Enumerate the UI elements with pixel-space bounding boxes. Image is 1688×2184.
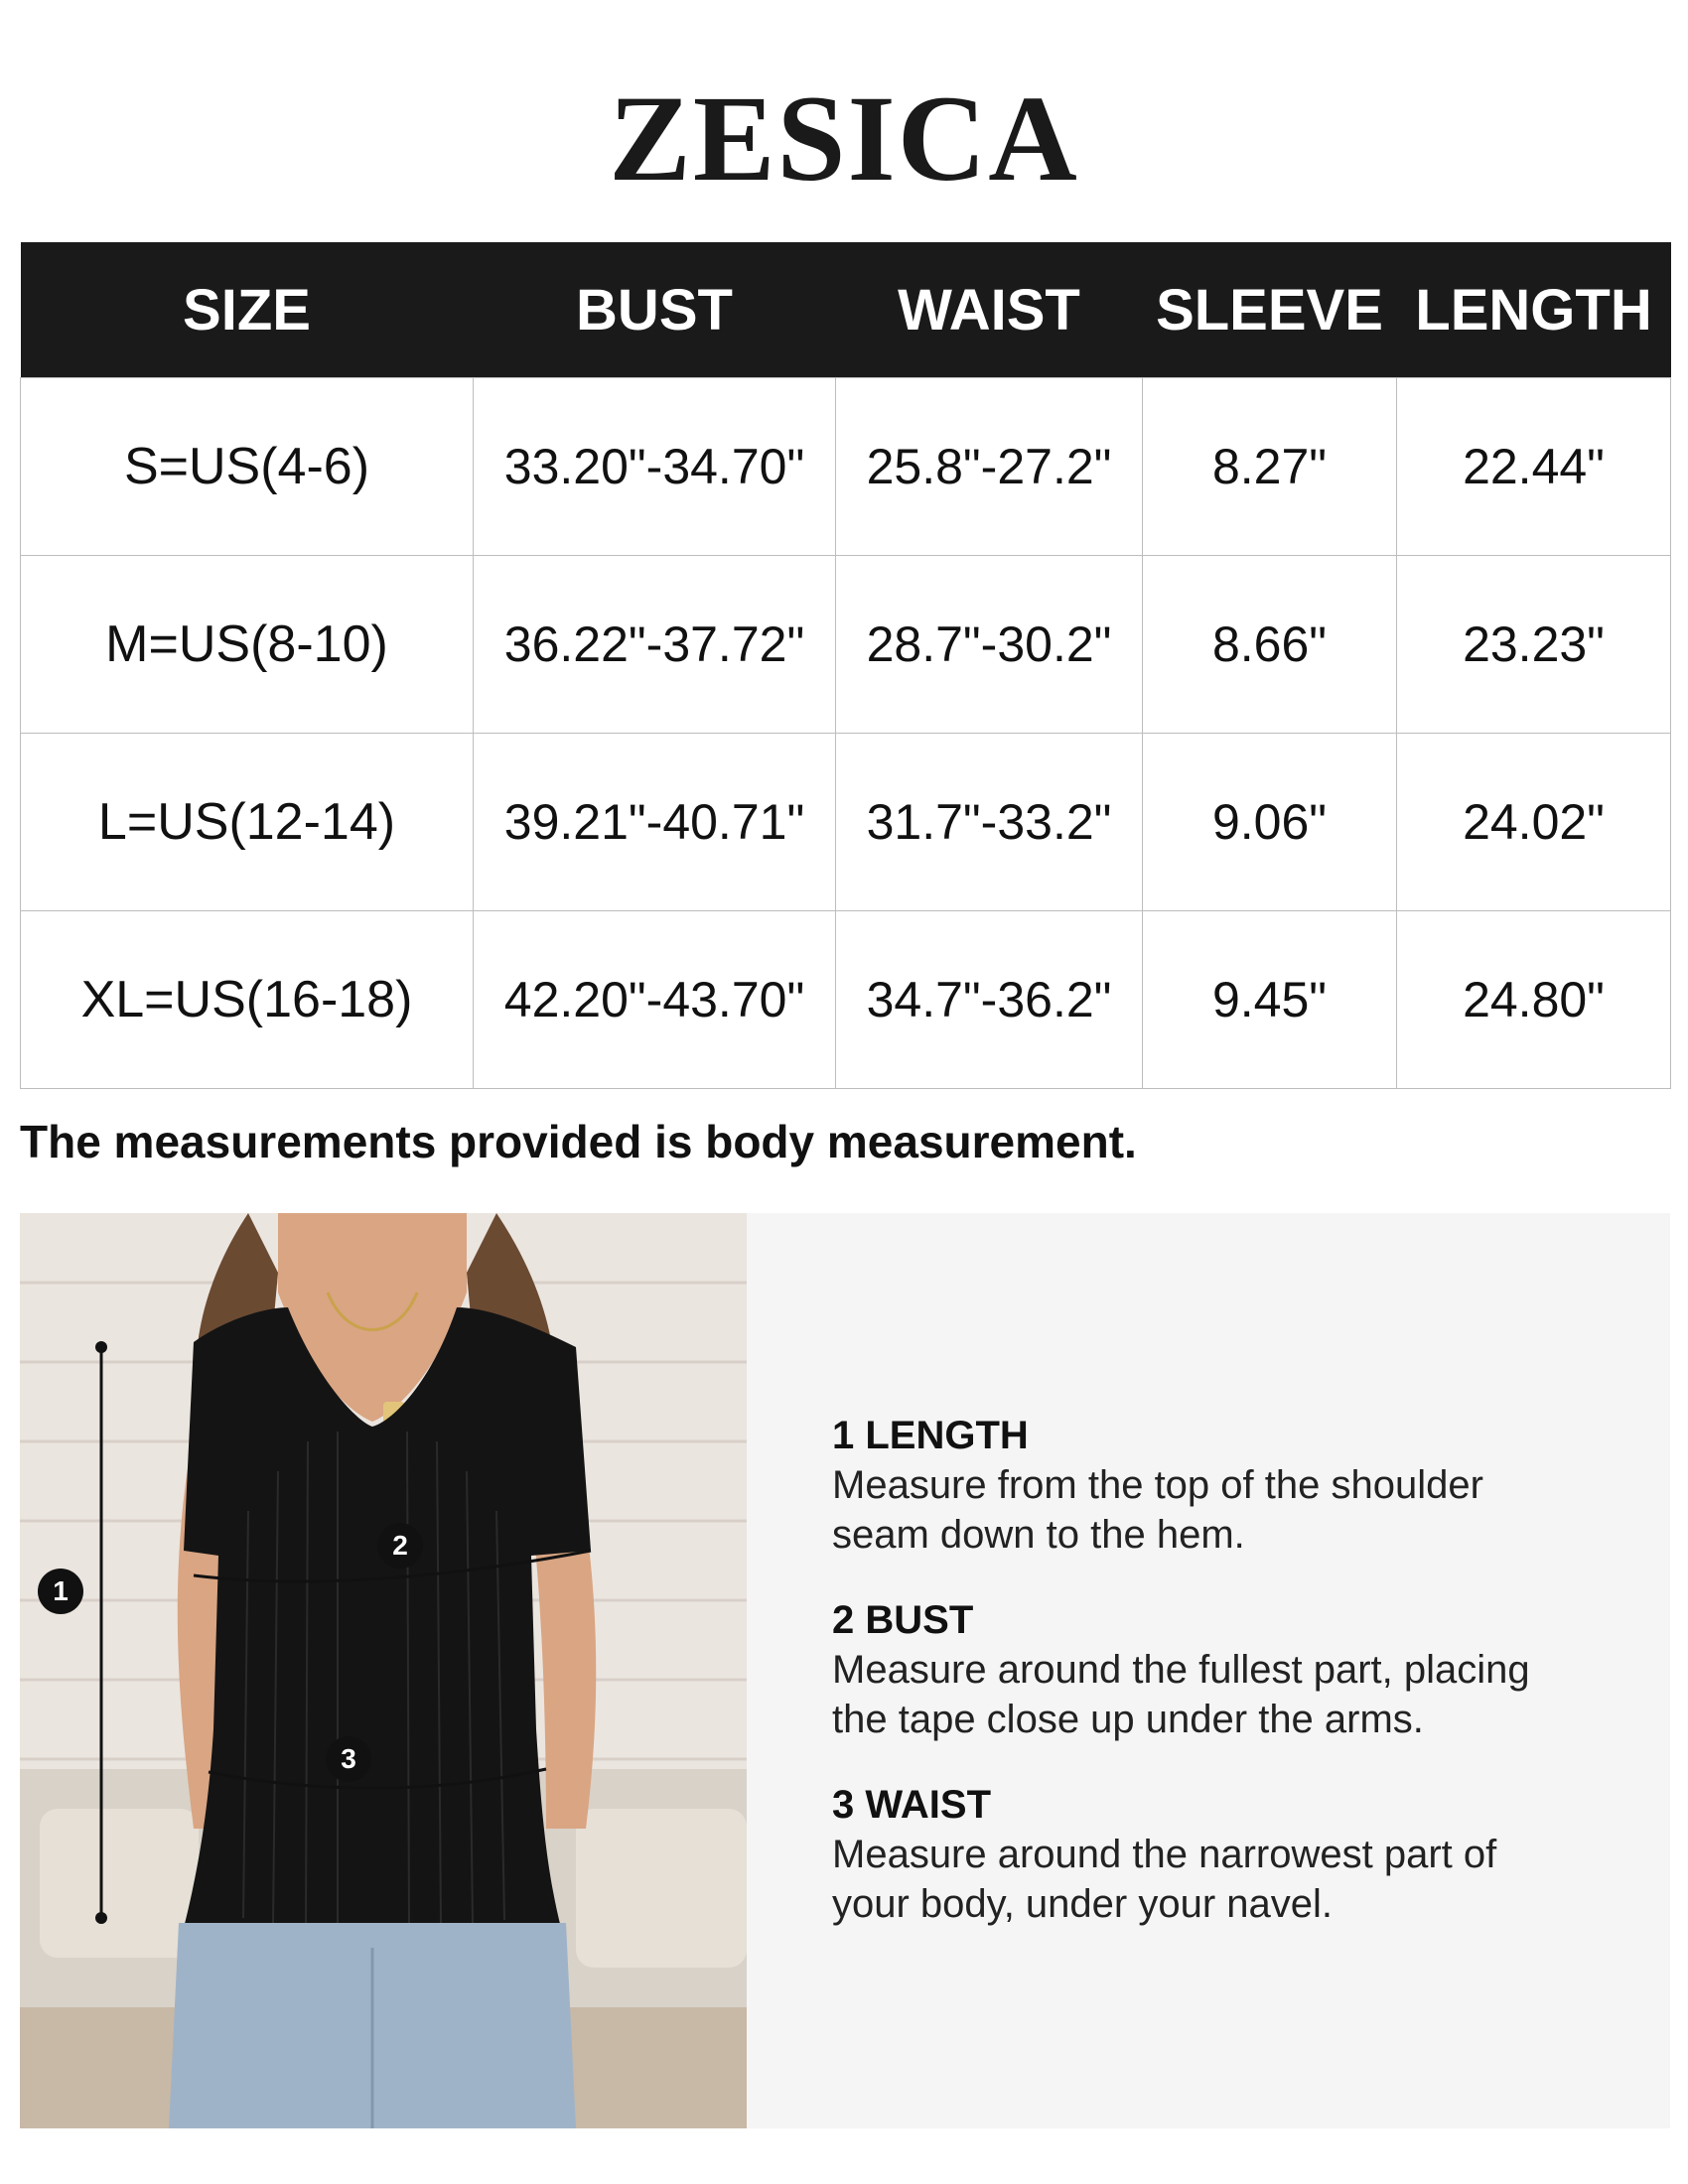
size-cell: L=US(12-14) [21, 734, 474, 911]
model-photo [20, 1213, 747, 2128]
length-marker: 1 [38, 1569, 83, 1614]
size-cell: XL=US(16-18) [21, 911, 474, 1089]
instruction-title: 2 BUST [832, 1598, 974, 1642]
length-cell: 22.44" [1397, 378, 1671, 556]
waist-marker: 3 [326, 1736, 371, 1782]
instruction-text-line: seam down to the hem. [832, 1513, 1245, 1557]
length-cell: 24.02" [1397, 734, 1671, 911]
bust-cell: 42.20"-43.70" [474, 911, 836, 1089]
size-cell: M=US(8-10) [21, 556, 474, 734]
header-sleeve: SLEEVE [1143, 242, 1397, 378]
waist-cell: 34.7"-36.2" [836, 911, 1143, 1089]
instruction-bust [832, 1596, 1646, 1743]
instruction-text-line: the tape close up under the arms. [832, 1698, 1424, 1741]
bust-cell: 33.20"-34.70" [474, 378, 836, 556]
header-size: SIZE [21, 242, 474, 378]
length-cell: 23.23" [1397, 556, 1671, 734]
table-row [21, 911, 1671, 1089]
sleeve-cell: 8.66" [1143, 556, 1397, 734]
sleeve-cell: 9.45" [1143, 911, 1397, 1089]
instruction-title: 3 WAIST [832, 1783, 992, 1827]
table-row [21, 556, 1671, 734]
bust-marker: 2 [377, 1523, 423, 1569]
waist-cell: 25.8"-27.2" [836, 378, 1143, 556]
measurement-instructions [747, 1213, 1670, 2128]
instruction-text-line: Measure around the fullest part, placing [832, 1648, 1530, 1692]
instruction-text-line: Measure around the narrowest part of [832, 1833, 1497, 1876]
instruction-length [832, 1412, 1646, 1559]
header-bust: BUST [474, 242, 836, 378]
table-header-row [21, 242, 1671, 378]
sleeve-cell: 8.27" [1143, 378, 1397, 556]
brand-logo: ZESICA [609, 70, 1079, 206]
waist-cell: 31.7"-33.2" [836, 734, 1143, 911]
size-cell: S=US(4-6) [21, 378, 474, 556]
sleeve-cell: 9.06" [1143, 734, 1397, 911]
header-waist: WAIST [836, 242, 1143, 378]
table-row [21, 734, 1671, 911]
measurement-note: The measurements provided is body measurement. [20, 1116, 1137, 1167]
instruction-waist [832, 1781, 1646, 1928]
bust-cell: 39.21"-40.71" [474, 734, 836, 911]
instruction-text-line: Measure from the top of the shoulder [832, 1463, 1483, 1507]
waist-cell: 28.7"-30.2" [836, 556, 1143, 734]
bust-cell: 36.22"-37.72" [474, 556, 836, 734]
size-chart-table [20, 242, 1671, 1089]
table-row [21, 378, 1671, 556]
length-cell: 24.80" [1397, 911, 1671, 1089]
instruction-title: 1 LENGTH [832, 1414, 1029, 1457]
instruction-text-line: your body, under your navel. [832, 1882, 1334, 1926]
header-length: LENGTH [1397, 242, 1671, 378]
model-illustration [20, 1213, 747, 2128]
